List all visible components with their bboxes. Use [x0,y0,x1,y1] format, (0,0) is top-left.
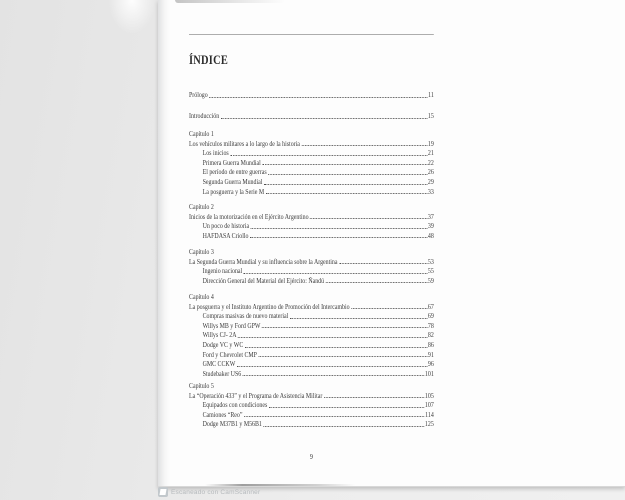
toc-entry-page: 107 [424,400,434,410]
toc-entry [189,266,434,276]
toc-entry [189,359,434,369]
scanned-page [158,0,625,487]
toc-entry [189,187,434,197]
toc-chapter-5 [189,381,434,429]
toc-entry-label: Prólogo [189,90,208,99]
toc-entry-label: Camiones “Reo” [202,409,243,419]
dot-leader [245,347,427,348]
toc-entry-page: 22 [427,157,434,167]
toc-entry-page: 125 [424,419,434,429]
toc-entry [189,330,434,340]
toc-entry [189,391,434,401]
dot-leader [290,318,427,319]
chapter-heading: Capítulo 4 [189,292,214,301]
toc-entry-label: La posguerra y el Instituto Argentino de Promoción del Intercambio [189,301,350,311]
toc-entry-page: 48 [427,230,434,240]
toc-entry [189,177,434,187]
dot-leader [269,407,424,408]
toc-entry [189,350,434,360]
toc-entry [189,158,434,168]
toc-entry-label: El período de entre guerras [202,167,267,177]
dot-leader [351,308,427,309]
chapter-heading: Capítulo 5 [189,381,214,390]
dot-leader [243,375,424,376]
toc-entry-page: 59 [427,275,434,285]
toc-entry-label: La “Operación 433” y el Programa de Asistencia Militar [189,390,323,400]
camscanner-watermark-text: Escaneado con CamScanner [171,488,261,496]
toc-entry-page: 39 [427,221,434,231]
toc-entry-page: 67 [427,301,434,311]
toc-entry [189,419,434,429]
dot-leader [262,164,427,165]
toc-chapter-3 [189,247,434,285]
dot-leader [268,174,427,175]
chapter-heading: Capítulo 1 [189,129,214,138]
toc-entry-label: Los inicios [202,148,229,158]
toc-entry-label: HAFDASA Criollo [202,230,249,240]
toc-chapter-4 [189,292,434,378]
dot-leader [324,397,424,398]
dot-leader [262,327,427,328]
toc-entry [189,302,434,312]
toc-entry-page: 82 [427,330,434,340]
page-title: ÍNDICE [189,52,229,67]
toc-entry-page: 69 [427,311,434,321]
toc-entry [189,276,434,286]
toc-entry-page: 26 [427,167,434,177]
toc-entry-label: Compras masivas de nuevo material [202,311,289,321]
toc-entry-label: Ford y Chevrolet CMP [202,349,257,359]
toc-entry-label: Dodge M37B1 y M56B1 [202,419,262,429]
dot-leader [250,237,427,238]
toc-entry [189,257,434,267]
toc-entry-page: 114 [425,409,434,419]
dot-leader [266,193,427,194]
dot-leader [310,218,427,219]
dot-leader [264,426,425,427]
chapter-heading: Capítulo 2 [189,202,214,211]
dot-leader [302,145,428,146]
toc-entry [189,139,434,149]
toc-entry [189,369,434,379]
toc-entry [189,340,434,350]
dot-leader [237,366,427,367]
toc-entry-label: Willys MB y Ford GPW [202,320,261,330]
toc-entry-label: Inicios de la motorización en el Ejército Argentino [189,211,309,221]
toc-entry-label: Primera Guerra Mundial [202,157,261,167]
dot-leader [264,184,427,185]
dot-leader [209,97,427,98]
toc-entry-page: 78 [427,320,434,330]
dot-leader [339,263,427,264]
toc-entry-label: Un poco de historia [202,221,250,231]
toc-entry [189,311,434,321]
toc-entry-label: La Segunda Guerra Mundial y su influencia sobre la Argentina [189,256,338,266]
toc-entry-label: Studebaker US6 [202,368,242,378]
toc-entry-page: 101 [424,368,434,378]
toc-entry-label: Dirección General del Material del Ejército: Ñandú [202,275,325,285]
toc-entry-page: 19 [427,138,434,148]
toc-entry-page: 96 [427,359,434,369]
toc-entry-label: Los vehículos militares a lo largo de la historia [189,138,300,148]
toc-entry [189,221,434,231]
toc-entry-page: 29 [427,176,434,186]
toc-entry [189,231,434,241]
camscanner-icon [158,487,168,497]
toc-entry-page: 15 [427,111,434,120]
toc-content [189,0,434,486]
page-number: 9 [309,452,313,461]
toc-chapter-2 [189,202,434,240]
toc-entry-page: 55 [427,266,434,276]
toc-entry-page: 21 [427,148,434,158]
dot-leader [259,356,428,357]
dot-leader [251,228,427,229]
dot-leader [238,337,427,338]
dot-leader [221,118,427,119]
toc-entry [189,212,434,222]
toc-chapter-1 [189,129,434,196]
toc-entry [189,148,434,158]
toc-entry-label: Dodge VC y WC [202,339,244,349]
page-bottom-shadow [205,484,355,486]
toc-entry-page: 86 [427,339,434,349]
toc-entry-label: La posguerra y la Serie M [202,186,265,196]
dot-leader [230,155,427,156]
scan-top-shadow [175,0,285,3]
toc-entry [189,321,434,331]
toc-entry-label: Equipados con condiciones [202,400,268,410]
toc-entry [189,111,434,121]
toc-entry-label: Ingenio nacional [202,266,243,276]
chapter-heading: Capítulo 3 [189,247,214,256]
toc-entry-label: Segunda Guerra Mundial [202,176,263,186]
dot-leader [326,282,427,283]
toc-entry-label: Willys CJ- 2A [202,330,237,340]
toc-entry-page: 37 [427,211,434,221]
toc-entry-page: 105 [424,390,434,400]
toc-entry-page: 33 [427,186,434,196]
page-corner-curl [108,0,156,34]
dot-leader [244,416,424,417]
header-rule [189,34,434,35]
toc-entry-label: Introducción [189,111,220,120]
toc-entry-page: 11 [428,90,434,99]
toc-entry-page: 91 [427,349,434,359]
toc-entry-label: GMC CCKW [202,359,236,369]
dot-leader [244,273,427,274]
toc-entry [189,410,434,420]
toc-entry [189,400,434,410]
toc-entry-page: 53 [427,256,434,266]
toc-entry [189,167,434,177]
camscanner-watermark [158,487,260,497]
toc-entry [189,90,434,100]
